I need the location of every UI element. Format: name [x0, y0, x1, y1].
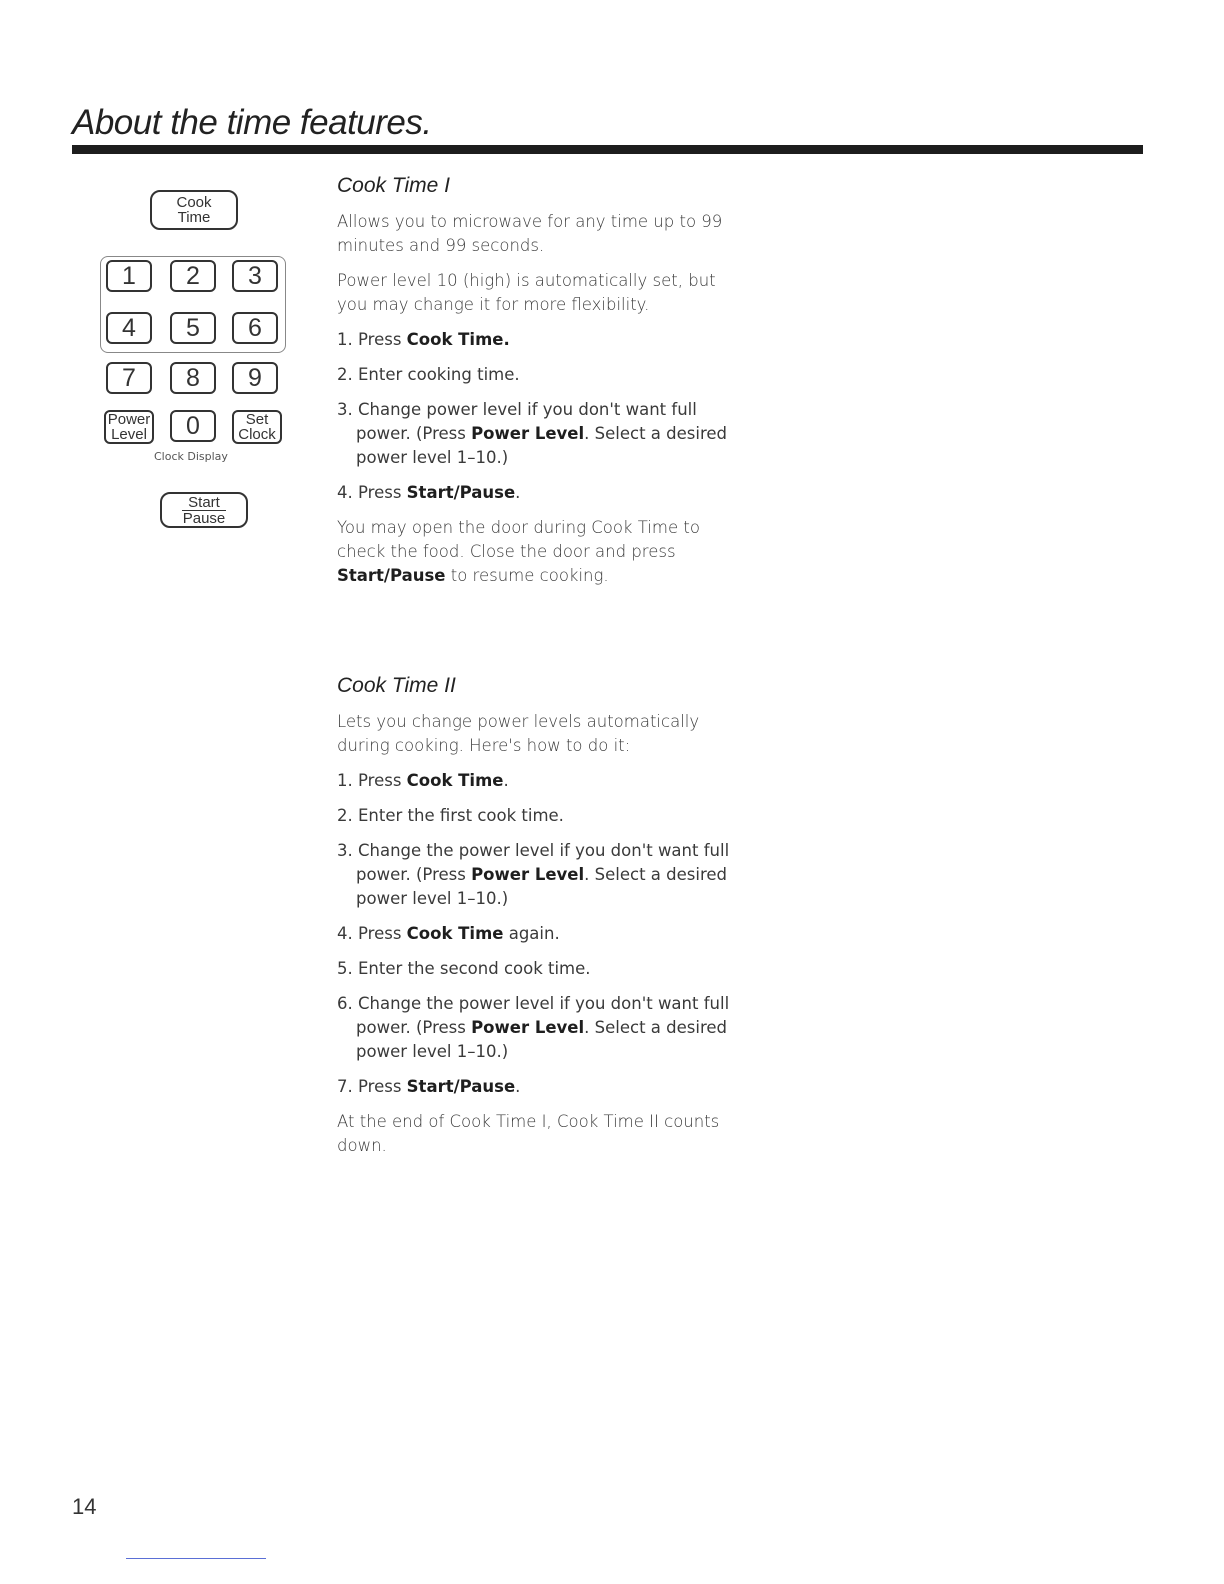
key-2: 2	[170, 260, 216, 292]
cook-time-1-step: 1. Press Cook Time.	[337, 330, 510, 349]
key-9: 9	[232, 362, 278, 394]
cook-time-1-step: 3. Change power level if you don't want full power. (Press Power Level. Select a desired power level 1–10.)	[337, 400, 728, 467]
cook-time-2-step: 3. Change the power level if you don't want full power. (Press Power Level. Select a desired power level 1–10.)	[337, 841, 730, 908]
set-clock-key	[232, 410, 282, 444]
key-1: 1	[106, 260, 152, 292]
cook-time-1-heading: Cook Time I	[337, 174, 451, 197]
power-level-key-bottom: Level	[111, 426, 147, 443]
start-key-bottom: Pause	[182, 509, 226, 527]
title-rule	[72, 145, 1143, 154]
cook-time-2-step: 2. Enter the first cook time.	[337, 806, 564, 825]
cook-time-1-power-note: Power level 10 (high) is automatically set, but you may change it for more flexibility.	[337, 271, 716, 314]
key-7: 7	[106, 362, 152, 394]
cook-time-1-step: 2. Enter cooking time.	[337, 365, 520, 384]
cook-time-1-intro: Allows you to microwave for any time up to 99 minutes and 99 seconds.	[337, 212, 723, 255]
page-number: 14	[72, 1494, 97, 1519]
power-level-key	[104, 410, 154, 444]
power-level-key-top: Power	[107, 411, 151, 428]
key-3: 3	[232, 260, 278, 292]
cook-time-key-bottom: Time	[177, 209, 211, 226]
cook-time-1-closing: You may open the door during Cook Time to check the food. Close the door and press Start/Pause to resume cooking.	[337, 518, 700, 585]
start-key-top: Start	[182, 495, 226, 511]
cook-time-key-top: Cook	[176, 194, 212, 211]
key-8: 8	[170, 362, 216, 394]
cook-time-2-heading: Cook Time II	[337, 674, 456, 697]
cook-time-2-section	[337, 674, 737, 1169]
key-6: 6	[232, 312, 278, 344]
cook-time-2-step: 7. Press Start/Pause.	[337, 1077, 521, 1096]
cook-time-1-step: 4. Press Start/Pause.	[337, 483, 521, 502]
cook-time-2-intro: Lets you change power levels automatically during cooking. Here's how to do it:	[337, 712, 700, 755]
cook-time-2-step: 1. Press Cook Time.	[337, 771, 509, 790]
start-pause-key	[160, 492, 248, 528]
cook-time-2-closing: At the end of Cook Time I, Cook Time II counts down.	[337, 1112, 720, 1155]
cook-time-1-section	[337, 174, 737, 599]
keypad-illustration	[96, 180, 296, 540]
cook-time-2-step: 4. Press Cook Time again.	[337, 924, 560, 943]
page-title: About the time features.	[72, 103, 432, 142]
key-0: 0	[170, 410, 216, 442]
set-clock-key-bottom: Clock	[238, 426, 276, 443]
footer-rule	[126, 1558, 266, 1559]
cook-time-2-step: 5. Enter the second cook time.	[337, 959, 591, 978]
key-4: 4	[106, 312, 152, 344]
cook-time-2-step: 6. Change the power level if you don't want full power. (Press Power Level. Select a desired power level 1–10.)	[337, 994, 730, 1061]
key-5: 5	[170, 312, 216, 344]
clock-display-label: Clock Display	[154, 450, 228, 463]
set-clock-key-top: Set	[245, 411, 269, 428]
cook-time-key	[150, 190, 238, 230]
